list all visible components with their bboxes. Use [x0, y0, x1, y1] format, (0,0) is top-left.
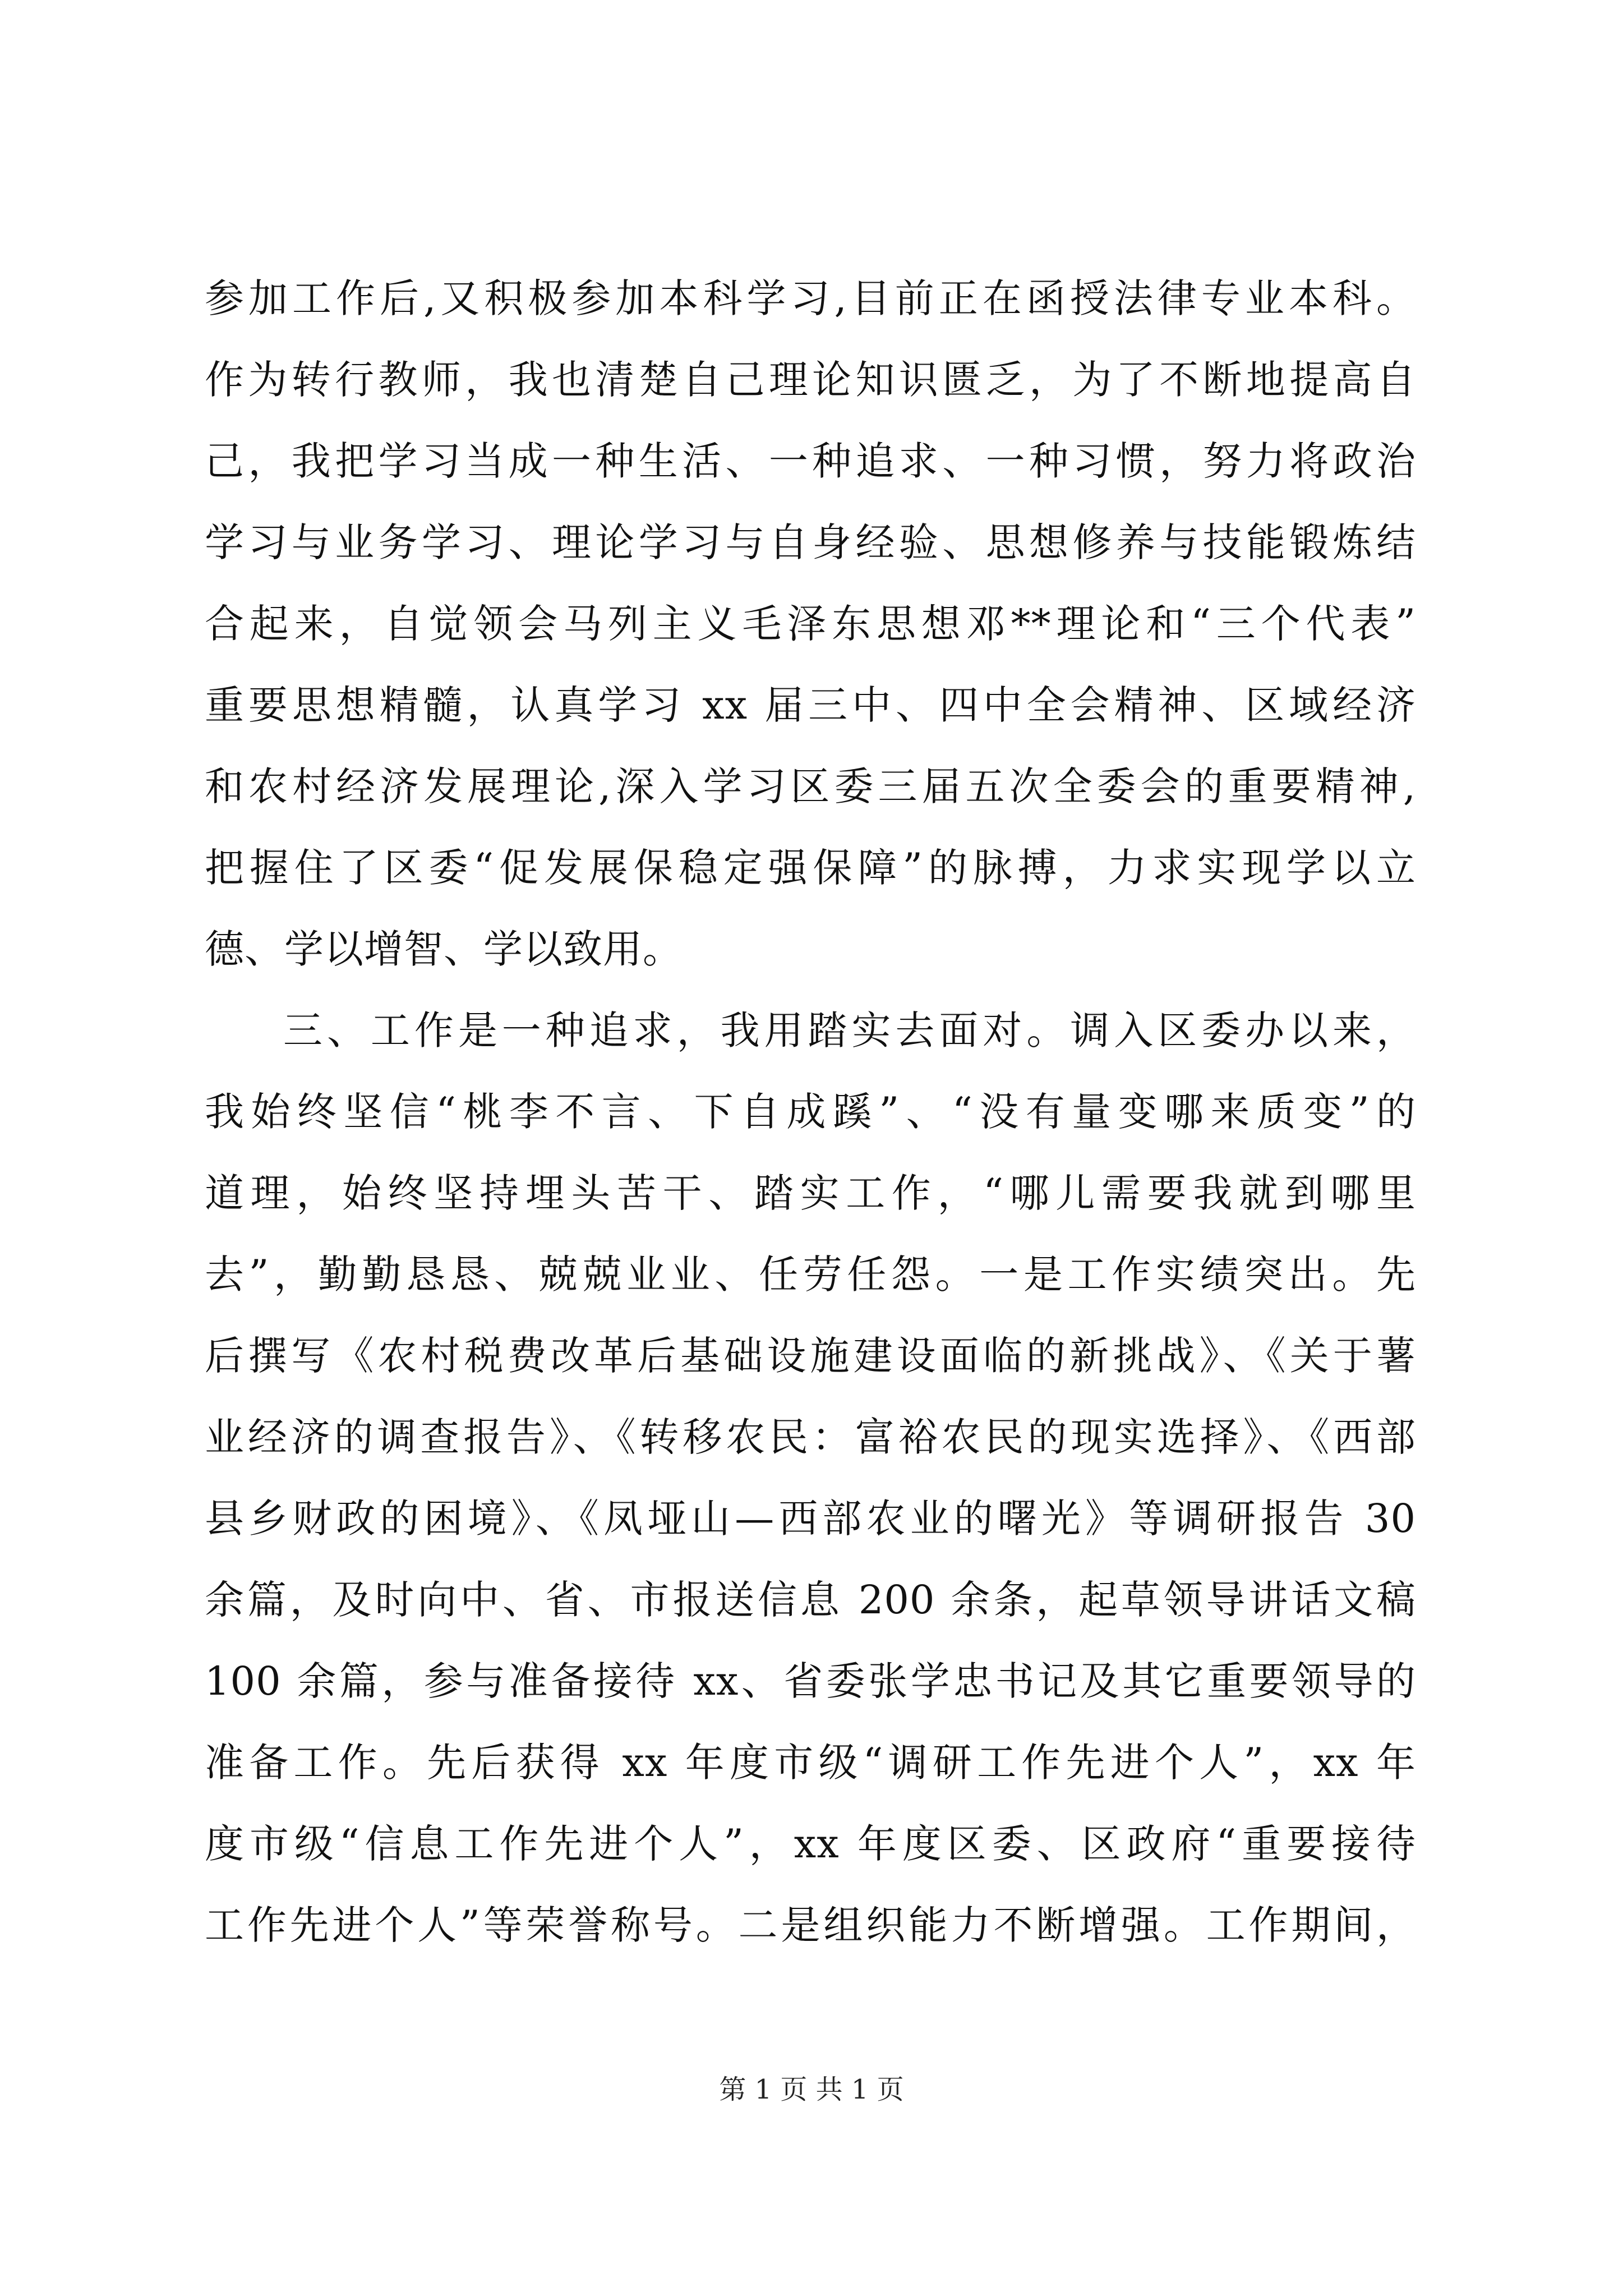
text-line: 学习与业务学习、理论学习与自身经验、思想修养与技能锻炼结	[205, 519, 1416, 565]
text-line: 三、工作是一种追求，我用踏实去面对。调入区委办以来，	[283, 1007, 1416, 1053]
text-line: 度市级“信息工作先进个人”，xx 年度区委、区政府“重要接待	[205, 1821, 1416, 1867]
text-line: 业经济的调查报告》、《转移农民：富裕农民的现实选择》、《西部	[205, 1414, 1416, 1460]
text-line: 参加工作后,又积极参加本科学习,目前正在函授法律专业本科。	[205, 275, 1416, 321]
text-line: 准备工作。先后获得 xx 年度市级“调研工作先进个人”，xx 年	[205, 1740, 1416, 1786]
text-line: 我始终坚信“桃李不言、下自成蹊”、“没有量变哪来质变”的	[205, 1089, 1416, 1135]
text-line: 重要思想精髓，认真学习 xx 届三中、四中全会精神、区域经济	[205, 682, 1416, 728]
text-line: 合起来，自觉领会马列主义毛泽东思想邓**理论和“三个代表”	[205, 601, 1416, 647]
body-text	[205, 258, 1416, 1966]
text-line: 德、学以增智、学以致用。	[205, 926, 683, 972]
text-line: 去”，勤勤恳恳、兢兢业业、任劳任怨。一是工作实绩突出。先	[205, 1251, 1416, 1297]
text-line: 己，我把学习当成一种生活、一种追求、一种习惯，努力将政治	[205, 438, 1416, 484]
text-line: 和农村经济发展理论,深入学习区委三届五次全委会的重要精神,	[205, 763, 1416, 809]
text-line: 把握住了区委“促发展保稳定强保障”的脉搏，力求实现学以立	[205, 845, 1416, 891]
text-line: 县乡财政的困境》、《凤垭山—西部农业的曙光》等调研报告 30	[205, 1496, 1416, 1542]
page-footer: 第 1 页 共 1 页	[719, 2074, 904, 2105]
text-line: 道理，始终坚持埋头苦干、踏实工作，“哪儿需要我就到哪里	[205, 1170, 1416, 1216]
text-line: 作为转行教师，我也清楚自己理论知识匮乏，为了不断地提高自	[205, 357, 1416, 403]
text-line: 余篇，及时向中、省、市报送信息 200 余条，起草领导讲话文稿	[205, 1577, 1416, 1623]
text-line: 后撰写《农村税费改革后基础设施建设面临的新挑战》、《关于薯	[205, 1333, 1416, 1379]
text-line: 工作先进个人”等荣誉称号。二是组织能力不断增强。工作期间，	[205, 1902, 1416, 1948]
text-line: 100 余篇，参与准备接待 xx、省委张学忠书记及其它重要领导的	[205, 1658, 1416, 1704]
